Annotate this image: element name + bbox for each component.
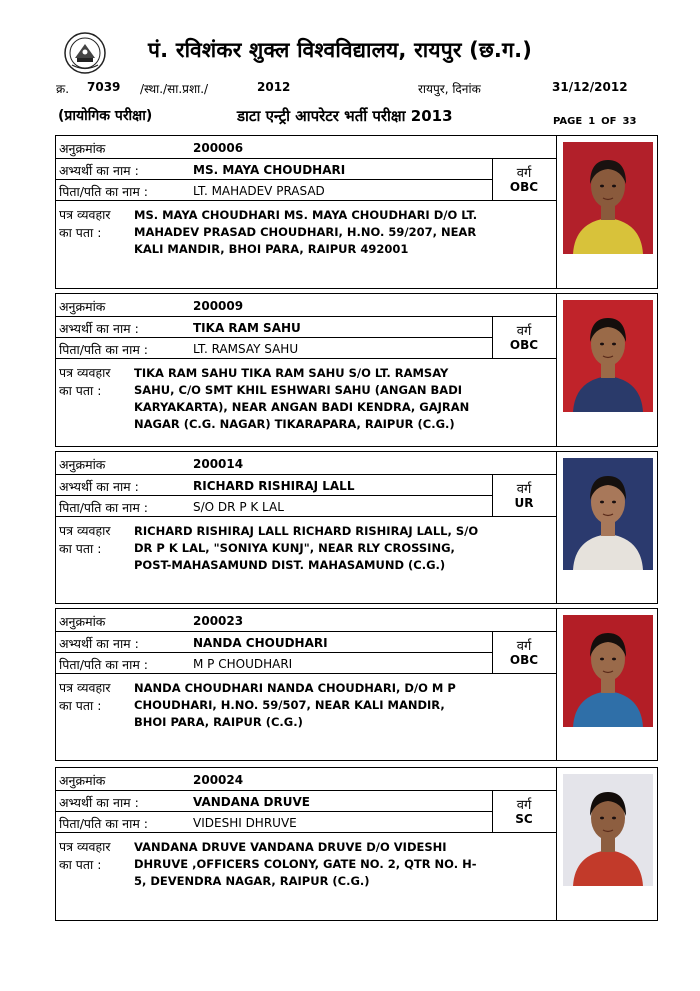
category-value: SC <box>515 812 533 826</box>
roll-no-label: अनुक्रमांक <box>59 299 106 314</box>
category-label: वर्ग <box>516 324 532 339</box>
candidate-name-value: NANDA CHOUDHARI <box>193 636 328 650</box>
candidate-photo <box>563 300 653 412</box>
category-label: वर्ग <box>516 166 532 181</box>
candidate-card <box>55 293 658 447</box>
roll-no-label: अनुक्रमांक <box>59 614 106 629</box>
address-label-line2: का पता : <box>59 698 102 713</box>
address-label-line1: पत्र व्यवहार <box>59 365 111 380</box>
exam-type: (प्रायोगिक परीक्षा) <box>58 108 153 124</box>
university-seal-logo <box>64 32 106 74</box>
ref-year: 2012 <box>257 80 291 94</box>
candidate-photo <box>563 142 653 254</box>
father-name-label: पिता/पति का नाम : <box>59 184 148 199</box>
roll-no-value: 200014 <box>193 457 244 471</box>
address-value: TIKA RAM SAHU TIKA RAM SAHU S/O LT. RAMSAY SAHU, C/O SMT KHIL ESHWARI SAHU (ANGAN BADI KARYAKARTA), NEAR ANGAN BADI KENDRA, GAJRAN NAGAR (C.G. NAGAR) TIKARAPARA, RAIPUR (C.G.) <box>134 366 470 431</box>
exam-title: डाटा एन्ट्री आपरेटर भर्ती परीक्षा 2013 <box>237 107 453 125</box>
father-name-label: पिता/पति का नाम : <box>59 657 148 672</box>
page-current: 1 <box>588 116 596 127</box>
candidate-card <box>55 767 658 921</box>
category-value: OBC <box>509 180 539 194</box>
university-title: पं. रविशंकर शुक्ल विश्वविद्यालय, रायपुर (छ.ग.) <box>148 38 533 62</box>
category-value: UR <box>514 496 534 510</box>
page-total: 33 <box>622 116 637 127</box>
category-label: वर्ग <box>516 798 532 813</box>
candidate-name-label: अभ्यर्थी का नाम : <box>59 321 139 336</box>
category-label: वर्ग <box>516 482 532 497</box>
address-label-line2: का पता : <box>59 383 102 398</box>
candidate-photo <box>563 615 653 727</box>
candidate-name-label: अभ्यर्थी का नाम : <box>59 163 139 178</box>
place-date-label: रायपुर, दिनांक <box>418 82 481 96</box>
father-name-label: पिता/पति का नाम : <box>59 500 148 515</box>
address-label-line1: पत्र व्यवहार <box>59 839 111 854</box>
address-value: RICHARD RISHIRAJ LALL RICHARD RISHIRAJ LALL, S/O DR P K LAL, "SONIYA KUNJ", NEAR RLY CROSSING, POST-MAHASAMUND DIST. MAHASAMUND (C.G.) <box>134 524 479 572</box>
father-name-label: पिता/पति का नाम : <box>59 342 148 357</box>
page-indicator <box>553 116 642 127</box>
father-name-value: M P CHOUDHARI <box>193 657 293 671</box>
address-label-line2: का पता : <box>59 857 102 872</box>
father-name-value: VIDESHI DHRUVE <box>193 816 297 830</box>
candidate-name-value: VANDANA DRUVE <box>193 795 310 809</box>
roll-no-value: 200009 <box>193 299 244 313</box>
ref-label: क्र. <box>56 82 70 96</box>
page-of: OF <box>601 116 617 127</box>
address-label-line1: पत्र व्यवहार <box>59 680 111 695</box>
address-value: MS. MAYA CHOUDHARI MS. MAYA CHOUDHARI D/O LT. MAHADEV PRASAD CHOUDHARI, H.NO. 59/207, NEAR KALI MANDIR, BHOI PARA, RAIPUR 492001 <box>134 208 478 256</box>
candidate-name-label: अभ्यर्थी का नाम : <box>59 795 139 810</box>
address-label-line1: पत्र व्यवहार <box>59 207 111 222</box>
candidate-name-label: अभ्यर्थी का नाम : <box>59 636 139 651</box>
candidate-card <box>55 451 658 604</box>
candidate-name-value: RICHARD RISHIRAJ LALL <box>193 479 355 493</box>
father-name-value: LT. RAMSAY SAHU <box>193 342 299 356</box>
candidate-name-value: TIKA RAM SAHU <box>193 321 301 335</box>
roll-no-value: 200006 <box>193 141 244 155</box>
issue-date: 31/12/2012 <box>552 80 628 94</box>
candidate-card <box>55 608 658 761</box>
category-value: OBC <box>509 338 539 352</box>
ref-dept: /स्था./सा.प्रशा./ <box>140 82 209 96</box>
roll-no-label: अनुक्रमांक <box>59 457 106 472</box>
father-name-label: पिता/पति का नाम : <box>59 816 148 831</box>
address-label-line1: पत्र व्यवहार <box>59 523 111 538</box>
roll-no-value: 200023 <box>193 614 244 628</box>
father-name-value: S/O DR P K LAL <box>193 500 284 514</box>
address-value: VANDANA DRUVE VANDANA DRUVE D/O VIDESHI DHRUVE ,OFFICERS COLONY, GATE NO. 2, QTR NO. H-5, DEVENDRA NAGAR, RAIPUR (C.G.) <box>134 840 477 888</box>
roll-no-value: 200024 <box>193 773 244 787</box>
roll-no-label: अनुक्रमांक <box>59 773 106 788</box>
category-label: वर्ग <box>516 639 532 654</box>
address-value: NANDA CHOUDHARI NANDA CHOUDHARI, D/O M P CHOUDHARI, H.NO. 59/507, NEAR KALI MANDIR, BHOI PARA, RAIPUR (C.G.) <box>134 681 456 729</box>
candidate-photo <box>563 774 653 886</box>
father-name-value: LT. MAHADEV PRASAD <box>193 184 325 198</box>
candidate-name-value: MS. MAYA CHOUDHARI <box>193 163 346 177</box>
address-label-line2: का पता : <box>59 225 102 240</box>
category-value: OBC <box>509 653 539 667</box>
page-word: PAGE <box>553 116 583 127</box>
roll-no-label: अनुक्रमांक <box>59 141 106 156</box>
address-label-line2: का पता : <box>59 541 102 556</box>
candidate-name-label: अभ्यर्थी का नाम : <box>59 479 139 494</box>
candidate-photo <box>563 458 653 570</box>
candidate-card <box>55 135 658 289</box>
ref-number: 7039 <box>87 80 121 94</box>
